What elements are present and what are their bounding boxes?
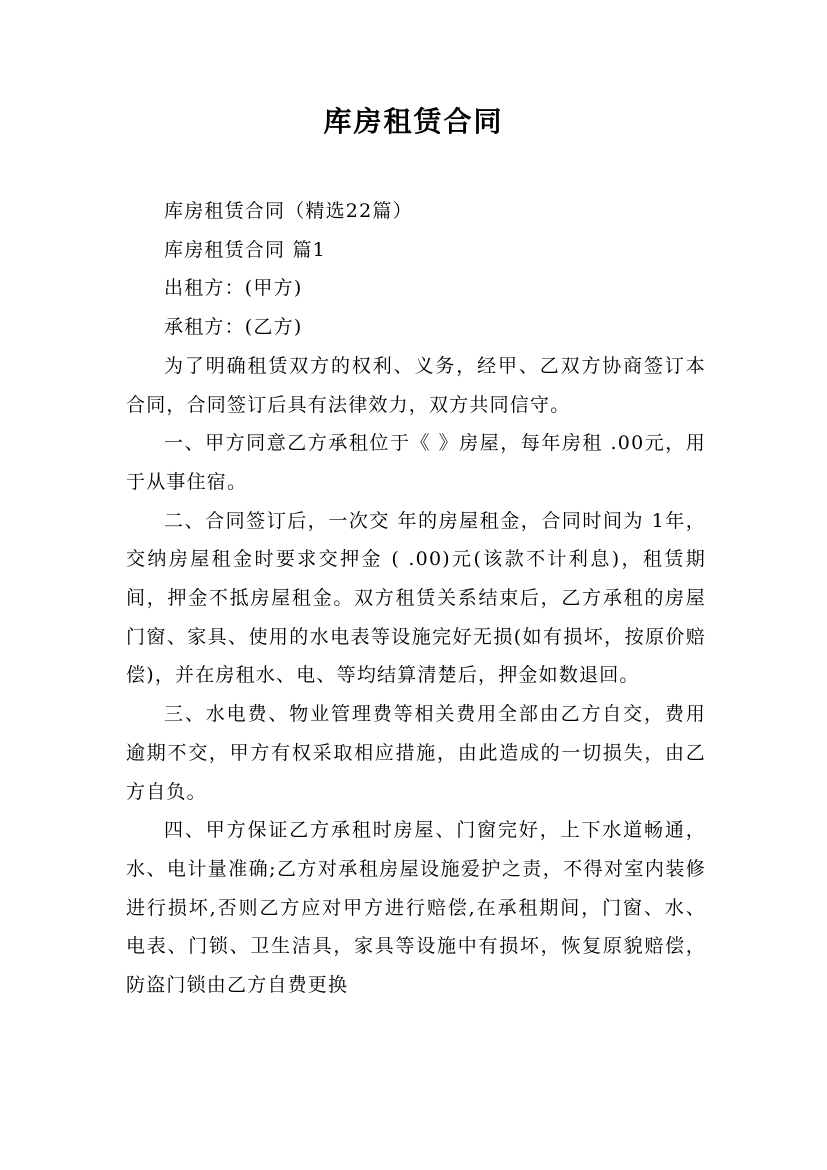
document-title: 库房租赁合同 bbox=[323, 105, 504, 138]
paragraph-section-heading: 库房租赁合同 篇1 bbox=[164, 238, 326, 261]
paragraph-clause-3: 三、水电费、物业管理费等相关费用全部由乙方自交，费用逾期不交，甲方有权采取相应措施，由此造成的一切损失，由乙方自负。 bbox=[126, 703, 706, 803]
paragraph-clause-1: 一、甲方同意乙方承租位于《 》房屋，每年房租 .00元，用于从事住宿。 bbox=[126, 432, 706, 493]
paragraph-lessor: 出租方：(甲方) bbox=[164, 277, 303, 300]
document-body bbox=[126, 192, 706, 1005]
paragraph-subtitle: 库房租赁合同（精选22篇） bbox=[164, 200, 413, 222]
paragraph-lessee: 承租方：(乙方) bbox=[164, 316, 303, 339]
paragraph-preamble: 为了明确租赁双方的权利、义务，经甲、乙双方协商签订本合同，合同签订后具有法律效力，双方共同信守。 bbox=[126, 354, 706, 416]
paragraph-clause-2: 二、合同签订后，一次交 年的房屋租金，合同时间为 1年，交纳房屋租金时要求交押金 ( .00)元(该款不计利息)，租赁期间，押金不抵房屋租金。双方租赁关系结束后，乙方承租的房屋门窗、家具、使用的水电表等设施完好无损(如有损坏，按原价赔偿)，并在房租水、电、等均结算清楚后，押金如数退回。 bbox=[126, 509, 706, 687]
paragraph-clause-4: 四、甲方保证乙方承租时房屋、门窗完好，上下水道畅通，水、电计量准确;乙方对承租房屋设施爱护之责，不得对室内装修进行损坏,否则乙方应对甲方进行赔偿,在承租期间，门窗、水、电表、门锁、卫生洁具，家具等设施中有损坏，恢复原貌赔偿，防盗门锁由乙方自费更换 bbox=[126, 819, 706, 997]
